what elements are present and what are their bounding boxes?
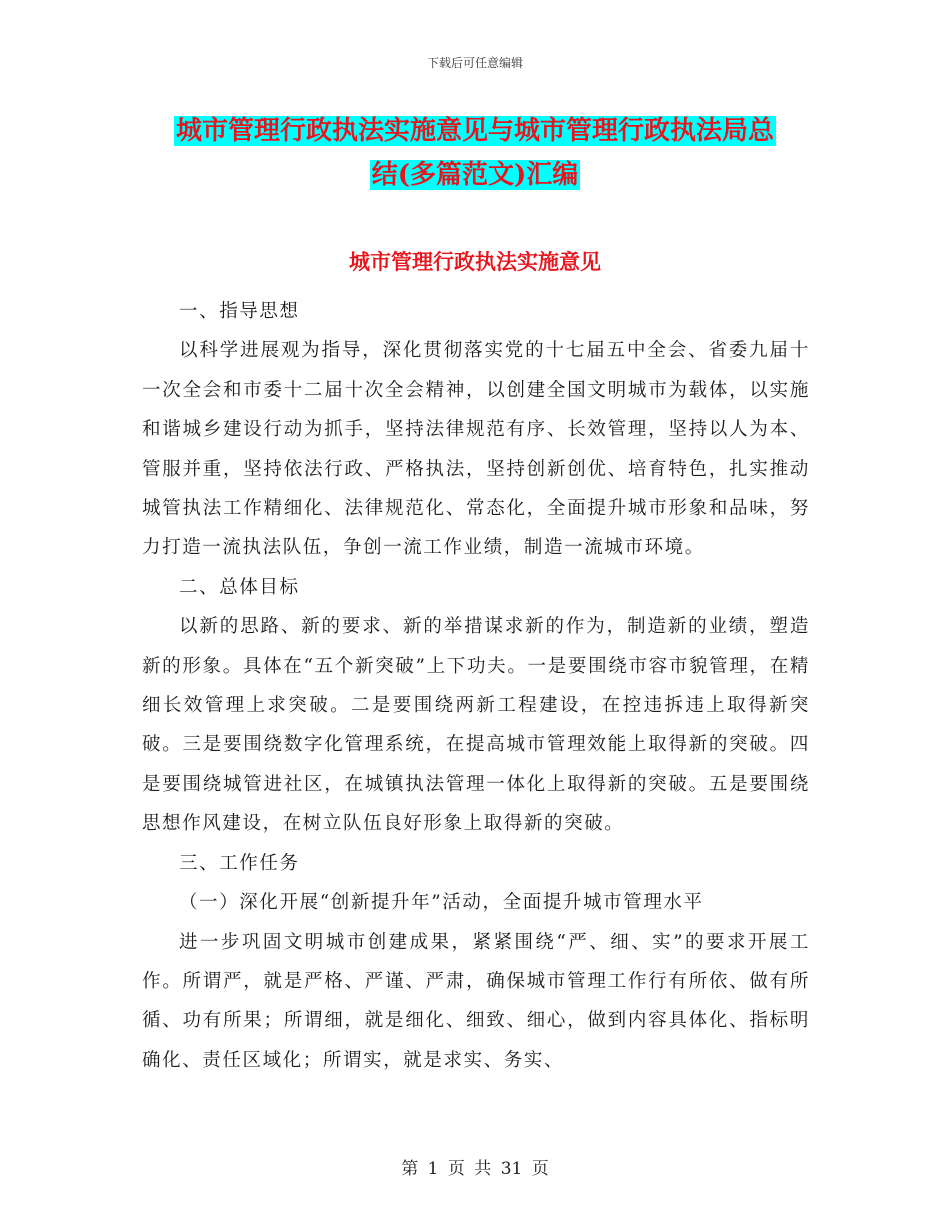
- heading-guiding-ideology: 一、指导思想: [179, 301, 300, 322]
- document-title-line-2: [0, 156, 950, 194]
- page-header-note: 下载后可任意编辑: [426, 56, 523, 70]
- document-title-line-1: [0, 112, 950, 150]
- paragraph-overall-goal: 以新的思路、新的要求、新的举措谋求新的作为，制造新的业绩，塑造新的形象。具体在“五个新突破”上下功夫。一是要围绕市容市貌管理，在精细长效管理上求突破。二是要围绕两新工程建设，在控违拆违上取得新突破。三是要围绕数字化管理系统，在提高城市管理效能上取得新的突破。四是要围绕城管进社区，在城镇执法管理一体化上取得新的突破。五是要围绕思想作风建设，在树立队伍良好形象上取得新的突破。: [142, 616, 810, 835]
- document-title-text-2: 结(多篇范文)汇编: [371, 160, 579, 190]
- document-title-text-1: 城市管理行政执法实施意见与城市管理行政执法局总: [175, 116, 774, 146]
- section-title: 城市管理行政执法实施意见: [349, 249, 601, 274]
- heading-overall-goal: 二、总体目标: [179, 576, 300, 598]
- document-body: [142, 292, 810, 1080]
- subheading-task-1: （一）深化开展“创新提升年”活动，全面提升城市管理水平: [179, 892, 704, 914]
- heading-work-tasks: 三、工作任务: [179, 852, 300, 874]
- paragraph-task-1: 进一步巩固文明城市创建成果，紧紧围绕“严、细、实”的要求开展工作。所谓严，就是严格、严谨、严肃，确保城市管理工作行有所依、做有所循、功有所果；所谓细，就是细化、细致、细心，做到内容具体化、指标明确化、责任区域化；所谓实，就是求实、务实、: [142, 931, 810, 1071]
- page-footer: 第 1 页 共 31 页: [401, 1159, 549, 1179]
- paragraph-guiding-ideology: 以科学进展观为指导，深化贯彻落实党的十七届五中全会、省委九届十一次全会和市委十二届十次全会精神，以创建全国文明城市为载体，以实施和谐城乡建设行动为抓手，坚持法律规范有序、长效管理，坚持以人为本、管服并重，坚持依法行政、严格执法，坚持创新创优、培育特色，扎实推动城管执法工作精细化、法律规范化、常态化，全面提升城市形象和品味，努力打造一流执法队伍，争创一流工作业绩，制造一流城市环境。: [142, 340, 810, 559]
